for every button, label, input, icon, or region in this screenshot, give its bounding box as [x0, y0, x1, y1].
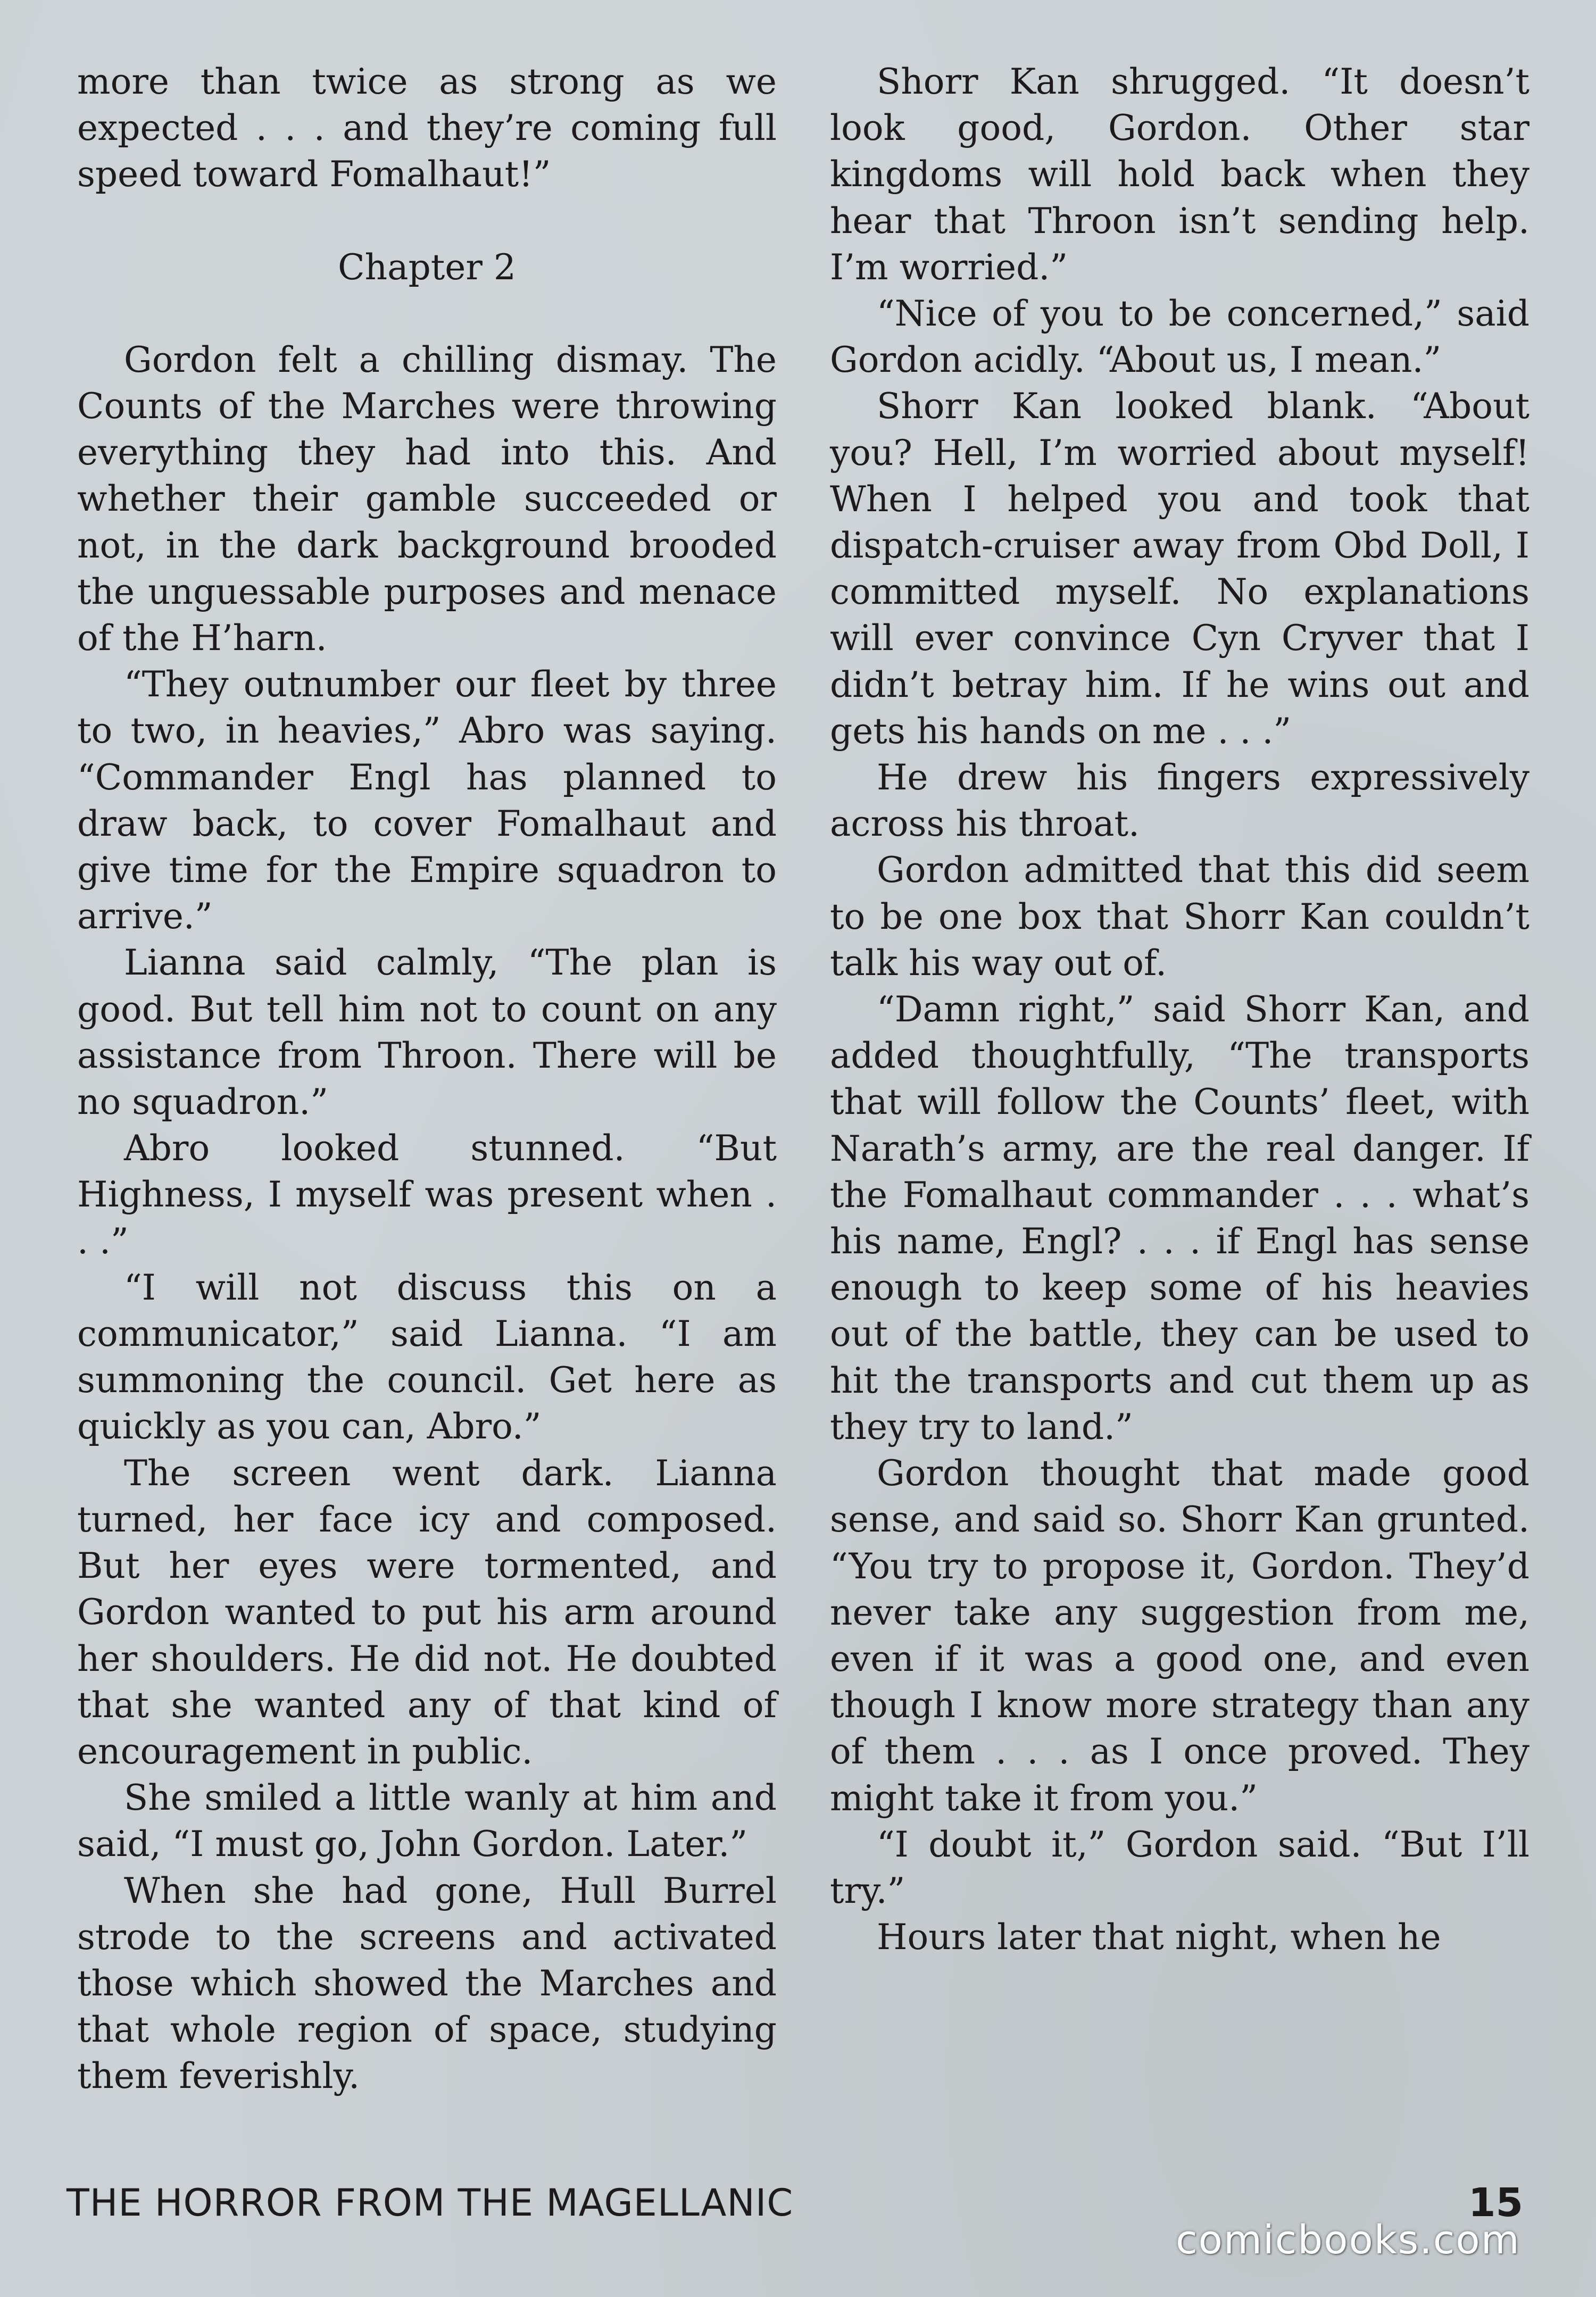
chapter-heading: Chapter 2	[338, 246, 516, 288]
paragraph: Gordon thought that made good sense, and said so. Shorr Kan grunted. “You try to propose it, Gordon. They’d never take any suggestion from me, even if it was a good one, and even though I know more strategy than any of them . . . as I once proved. They might take it from you.”	[830, 1453, 1530, 1819]
paragraph: Gordon admitted that this did seem to be one box that Shorr Kan couldn’t talk his way out of.	[830, 850, 1530, 984]
running-footer-title: THE HORROR FROM THE MAGELLANIC	[66, 2181, 794, 2225]
paragraph: The screen went dark. Lianna turned, her face icy and composed. But her eyes were tormented, and Gordon wanted to put his arm around her shoulders. He did not. He doubted that she wanted any of that kind of encouragement in public.	[77, 1452, 777, 1772]
paragraph: “I will not discuss this on a communicator,” said Lianna. “I am summoning the council. Get here as quickly as you can, Abro.”	[77, 1267, 777, 1447]
paragraph: Shorr Kan shrugged. “It doesn’t look good, Gordon. Other star kingdoms will hold back when they hear that Throon isn’t sending help. I’m worried.”	[830, 61, 1530, 288]
paragraph: “Damn right,” said Shorr Kan, and added thoughtfully, “The transports that will follow the Counts’ fleet, with Narath’s army, are the real danger. If the Fomalhaut commander . . . what’s his name, Engl? . . . if Engl has sense enough to keep some of his heavies out of the battle, they can be used to hit the transports and cut them up as they try to land.”	[830, 989, 1530, 1447]
paragraph: He drew his fingers expressively across his throat.	[830, 757, 1530, 845]
paragraph: Hours later that night, when he	[877, 1917, 1441, 1958]
paragraph: “They outnumber our fleet by three to two, in heavies,” Abro was saying. “Commander Engl has planned to draw back, to cover Fomalhaut and give time for the Empire squadron to arrive.”	[77, 664, 777, 937]
paragraph: more than twice as strong as we expected . . . and they’re coming full speed toward Fomalhaut!”	[77, 61, 777, 195]
paragraph: Shorr Kan looked blank. “About you? Hell, I’m worried about myself! When I helped you and took that dispatch-cruiser away from Obd Doll, I committed myself. No explanations will ever convince Cyn Cryver that I didn’t betray him. If he wins out and gets his hands on me . . .”	[830, 386, 1530, 752]
left-column	[77, 59, 777, 2100]
paragraph: “Nice of you to be concerned,” said Gordon acidly. “About us, I mean.”	[830, 293, 1530, 381]
paragraph: Lianna said calmly, “The plan is good. But tell him not to count on any assistance from Throon. There will be no squadron.”	[77, 942, 777, 1123]
paragraph: Abro looked stunned. “But Highness, I myself was present when . . .”	[77, 1128, 777, 1262]
watermark: comicbooks.com	[1176, 2217, 1520, 2263]
paragraph: When she had gone, Hull Burrel strode to the screens and activated those which showed the Marches and that whole region of space, studying them feverishly.	[77, 1870, 777, 2097]
right-column	[830, 59, 1530, 1960]
paragraph: She smiled a little wanly at him and said, “I must go, John Gordon. Later.”	[77, 1777, 777, 1865]
paragraph: “I doubt it,” Gordon said. “But I’ll try.”	[830, 1824, 1530, 1911]
page-number: 15	[1468, 2180, 1523, 2226]
paragraph: Gordon felt a chilling dismay. The Counts of the Marches were throwing everything they had into this. And whether their gamble succeeded or not, in the dark background brooded the unguessable purposes and menace of the H’harn.	[77, 339, 777, 659]
